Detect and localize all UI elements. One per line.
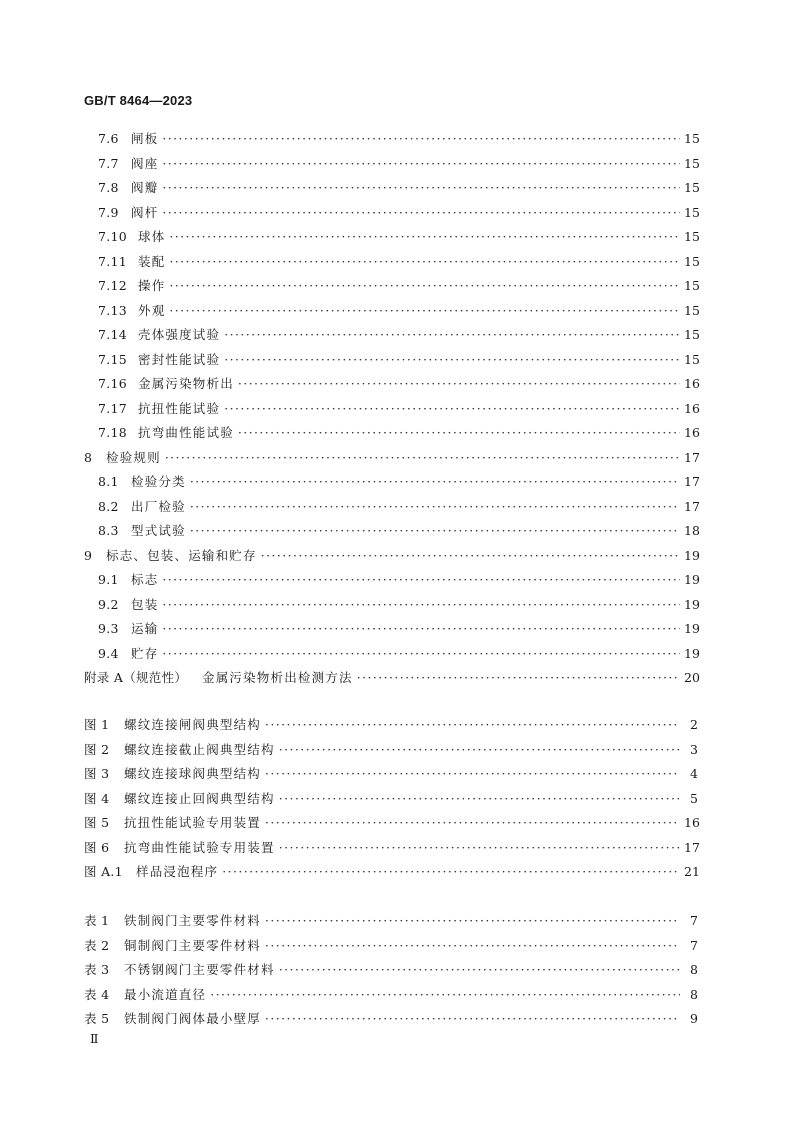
figure-row[interactable] — [84, 839, 698, 857]
table-title: 不锈钢阀门主要零件材料 — [124, 962, 275, 977]
table-page-number: 7 — [690, 937, 698, 953]
section-row[interactable] — [84, 669, 698, 687]
dot-leader — [190, 522, 680, 540]
dot-leader — [279, 961, 680, 979]
dot-leader — [265, 765, 680, 783]
section-title: 标志 — [131, 572, 159, 587]
section-row[interactable] — [84, 449, 698, 467]
section-number: 7.16 — [98, 376, 128, 391]
table-number: 表 2 — [84, 937, 110, 953]
section-title: 金属污染物析出检测方法 — [202, 670, 353, 685]
section-number: 7.9 — [98, 204, 119, 220]
section-title: 金属污染物析出 — [138, 376, 234, 391]
figure-row[interactable] — [84, 716, 698, 734]
figure-row[interactable] — [84, 814, 698, 832]
section-page-number: 19 — [684, 621, 700, 636]
section-title: 包装 — [131, 596, 159, 612]
dot-leader — [279, 790, 680, 808]
section-page-number: 17 — [684, 498, 700, 514]
dot-leader — [169, 253, 680, 271]
figure-title: 螺纹连接截止阀典型结构 — [124, 741, 275, 757]
section-number: 7.18 — [98, 425, 128, 440]
figure-number: 图 3 — [84, 766, 110, 781]
table-title: 最小流道直径 — [124, 986, 207, 1002]
figure-title: 抗扭性能试验专用装置 — [124, 815, 262, 830]
section-title: 抗扭性能试验 — [138, 400, 221, 416]
dot-leader — [224, 326, 680, 344]
dot-leader — [165, 449, 680, 467]
figure-page-number: 2 — [690, 717, 698, 732]
section-number: 9 — [84, 547, 93, 563]
dot-leader — [162, 179, 680, 197]
dot-leader — [162, 571, 680, 589]
section-title: 贮存 — [131, 645, 159, 661]
dot-leader — [169, 302, 680, 320]
section-title: 阀杆 — [131, 204, 159, 220]
section-title: 抗弯曲性能试验 — [138, 425, 234, 440]
dot-leader — [210, 986, 680, 1004]
section-row[interactable] — [98, 155, 698, 173]
table-page-number: 9 — [690, 1011, 698, 1026]
figure-title: 抗弯曲性能试验专用装置 — [124, 839, 275, 855]
section-row[interactable] — [98, 351, 698, 369]
dot-leader — [222, 863, 680, 881]
section-number: 9.1 — [98, 572, 119, 587]
section-page-number: 15 — [684, 278, 700, 293]
section-row[interactable] — [98, 522, 698, 540]
figure-title: 螺纹连接闸阀典型结构 — [124, 717, 262, 732]
section-page-number: 15 — [684, 253, 700, 269]
figure-title: 螺纹连接止回阀典型结构 — [124, 790, 275, 806]
table-row[interactable] — [84, 937, 698, 955]
section-number: 7.11 — [98, 253, 128, 269]
section-title: 型式试验 — [131, 523, 186, 538]
table-number: 表 4 — [84, 986, 110, 1002]
dot-leader — [169, 277, 680, 295]
section-number: 9.4 — [98, 645, 119, 661]
section-title: 运输 — [131, 621, 159, 636]
section-row[interactable] — [98, 473, 698, 491]
table-number: 表 3 — [84, 962, 110, 977]
dot-leader — [265, 937, 680, 955]
section-title: 出厂检验 — [131, 498, 186, 514]
section-number: 7.14 — [98, 327, 128, 342]
section-page-number: 17 — [684, 449, 700, 465]
figure-page-number: 16 — [684, 815, 700, 830]
section-title: 球体 — [138, 229, 166, 244]
dot-leader — [265, 814, 680, 832]
section-number: 7.8 — [98, 180, 119, 195]
table-row[interactable] — [84, 961, 698, 979]
table-title: 铁制阀门阀体最小壁厚 — [124, 1011, 262, 1026]
figure-page-number: 4 — [690, 766, 698, 781]
figure-title: 螺纹连接球阀典型结构 — [124, 766, 262, 781]
dot-leader — [162, 130, 680, 148]
section-number: 8.2 — [98, 498, 119, 514]
section-row[interactable] — [98, 645, 698, 663]
section-row[interactable] — [98, 620, 698, 638]
section-row[interactable] — [98, 302, 698, 320]
figure-number: 图 5 — [84, 815, 110, 830]
dot-leader — [238, 375, 680, 393]
section-number: 7.13 — [98, 302, 128, 318]
table-number: 表 1 — [84, 913, 110, 928]
dot-leader — [261, 547, 680, 565]
dot-leader — [162, 596, 680, 614]
dot-leader — [279, 839, 680, 857]
section-page-number: 15 — [684, 351, 700, 367]
dot-leader — [190, 473, 680, 491]
figure-row[interactable] — [84, 790, 698, 808]
section-title: 壳体强度试验 — [138, 327, 221, 342]
section-page-number: 15 — [684, 155, 700, 171]
section-number: 附录 A（规范性） — [84, 670, 188, 685]
section-title: 装配 — [138, 253, 166, 269]
dot-leader — [279, 741, 680, 759]
figure-page-number: 5 — [690, 790, 698, 806]
figure-number: 图 2 — [84, 741, 110, 757]
dot-leader — [162, 645, 680, 663]
section-page-number: 15 — [684, 302, 700, 318]
dot-leader — [224, 400, 680, 418]
table-page-number: 8 — [690, 986, 698, 1002]
section-number: 7.17 — [98, 400, 128, 416]
table-title: 铜制阀门主要零件材料 — [124, 937, 262, 953]
section-page-number: 20 — [684, 670, 700, 685]
section-title: 阀瓣 — [131, 180, 159, 195]
section-title: 密封性能试验 — [138, 351, 221, 367]
figure-number: 图 6 — [84, 839, 110, 855]
section-number: 7.12 — [98, 278, 128, 293]
section-page-number: 19 — [684, 645, 700, 661]
section-page-number: 16 — [684, 425, 700, 440]
section-row[interactable] — [98, 204, 698, 222]
dot-leader — [190, 498, 680, 516]
section-number: 8.1 — [98, 474, 119, 489]
section-row[interactable] — [98, 253, 698, 271]
figure-page-number: 17 — [684, 839, 700, 855]
section-row[interactable] — [98, 498, 698, 516]
section-row[interactable] — [98, 130, 698, 148]
table-title: 铁制阀门主要零件材料 — [124, 913, 262, 928]
figure-page-number: 3 — [690, 741, 698, 757]
figure-number: 图 1 — [84, 717, 110, 732]
table-row[interactable] — [84, 986, 698, 1004]
section-row[interactable] — [84, 547, 698, 565]
section-page-number: 15 — [684, 131, 700, 146]
section-page-number: 15 — [684, 229, 700, 244]
page-number: Ⅱ — [90, 1031, 99, 1046]
table-row[interactable] — [84, 912, 698, 930]
section-page-number: 19 — [684, 572, 700, 587]
section-number: 7.7 — [98, 155, 119, 171]
section-page-number: 15 — [684, 327, 700, 342]
table-page-number: 8 — [690, 962, 698, 977]
dot-leader — [162, 204, 680, 222]
section-row[interactable] — [98, 400, 698, 418]
dot-leader — [265, 912, 680, 930]
dot-leader — [357, 669, 680, 687]
section-number: 8 — [84, 449, 93, 465]
section-number: 7.10 — [98, 229, 128, 244]
dot-leader — [162, 155, 680, 173]
section-page-number: 19 — [684, 547, 700, 563]
section-row[interactable] — [98, 228, 698, 246]
section-title: 标志、包装、运输和贮存 — [106, 547, 257, 563]
dot-leader — [169, 228, 680, 246]
section-title: 检验规则 — [106, 449, 161, 465]
section-number: 7.6 — [98, 131, 119, 146]
dot-leader — [265, 716, 680, 734]
section-page-number: 16 — [684, 400, 700, 416]
section-title: 操作 — [138, 278, 166, 293]
section-row[interactable] — [98, 571, 698, 589]
section-number: 9.2 — [98, 596, 119, 612]
section-title: 闸板 — [131, 131, 159, 146]
section-title: 阀座 — [131, 155, 159, 171]
figure-number: 图 A.1 — [84, 864, 123, 879]
section-page-number: 15 — [684, 204, 700, 220]
section-number: 8.3 — [98, 523, 119, 538]
dot-leader — [265, 1010, 680, 1028]
section-page-number: 16 — [684, 376, 700, 391]
section-row[interactable] — [98, 375, 698, 393]
figure-number: 图 4 — [84, 790, 110, 806]
figure-title: 样品浸泡程序 — [136, 864, 219, 879]
figure-page-number: 21 — [684, 864, 700, 879]
section-row[interactable] — [98, 424, 698, 442]
table-page-number: 7 — [690, 913, 698, 928]
section-row[interactable] — [98, 179, 698, 197]
figure-row[interactable] — [84, 765, 698, 783]
section-row[interactable] — [98, 277, 698, 295]
dot-leader — [238, 424, 680, 442]
figure-row[interactable] — [84, 741, 698, 759]
section-page-number: 15 — [684, 180, 700, 195]
section-page-number: 17 — [684, 474, 700, 489]
section-title: 外观 — [138, 302, 166, 318]
dot-leader — [162, 620, 680, 638]
section-row[interactable] — [98, 596, 698, 614]
table-number: 表 5 — [84, 1011, 110, 1026]
section-number: 9.3 — [98, 621, 119, 636]
section-page-number: 19 — [684, 596, 700, 612]
section-row[interactable] — [98, 326, 698, 344]
figure-row[interactable] — [84, 863, 698, 881]
document-code-header: GB/T 8464—2023 — [84, 93, 193, 108]
dot-leader — [224, 351, 680, 369]
section-number: 7.15 — [98, 351, 128, 367]
table-row[interactable] — [84, 1010, 698, 1028]
section-page-number: 18 — [684, 523, 700, 538]
section-title: 检验分类 — [131, 474, 186, 489]
